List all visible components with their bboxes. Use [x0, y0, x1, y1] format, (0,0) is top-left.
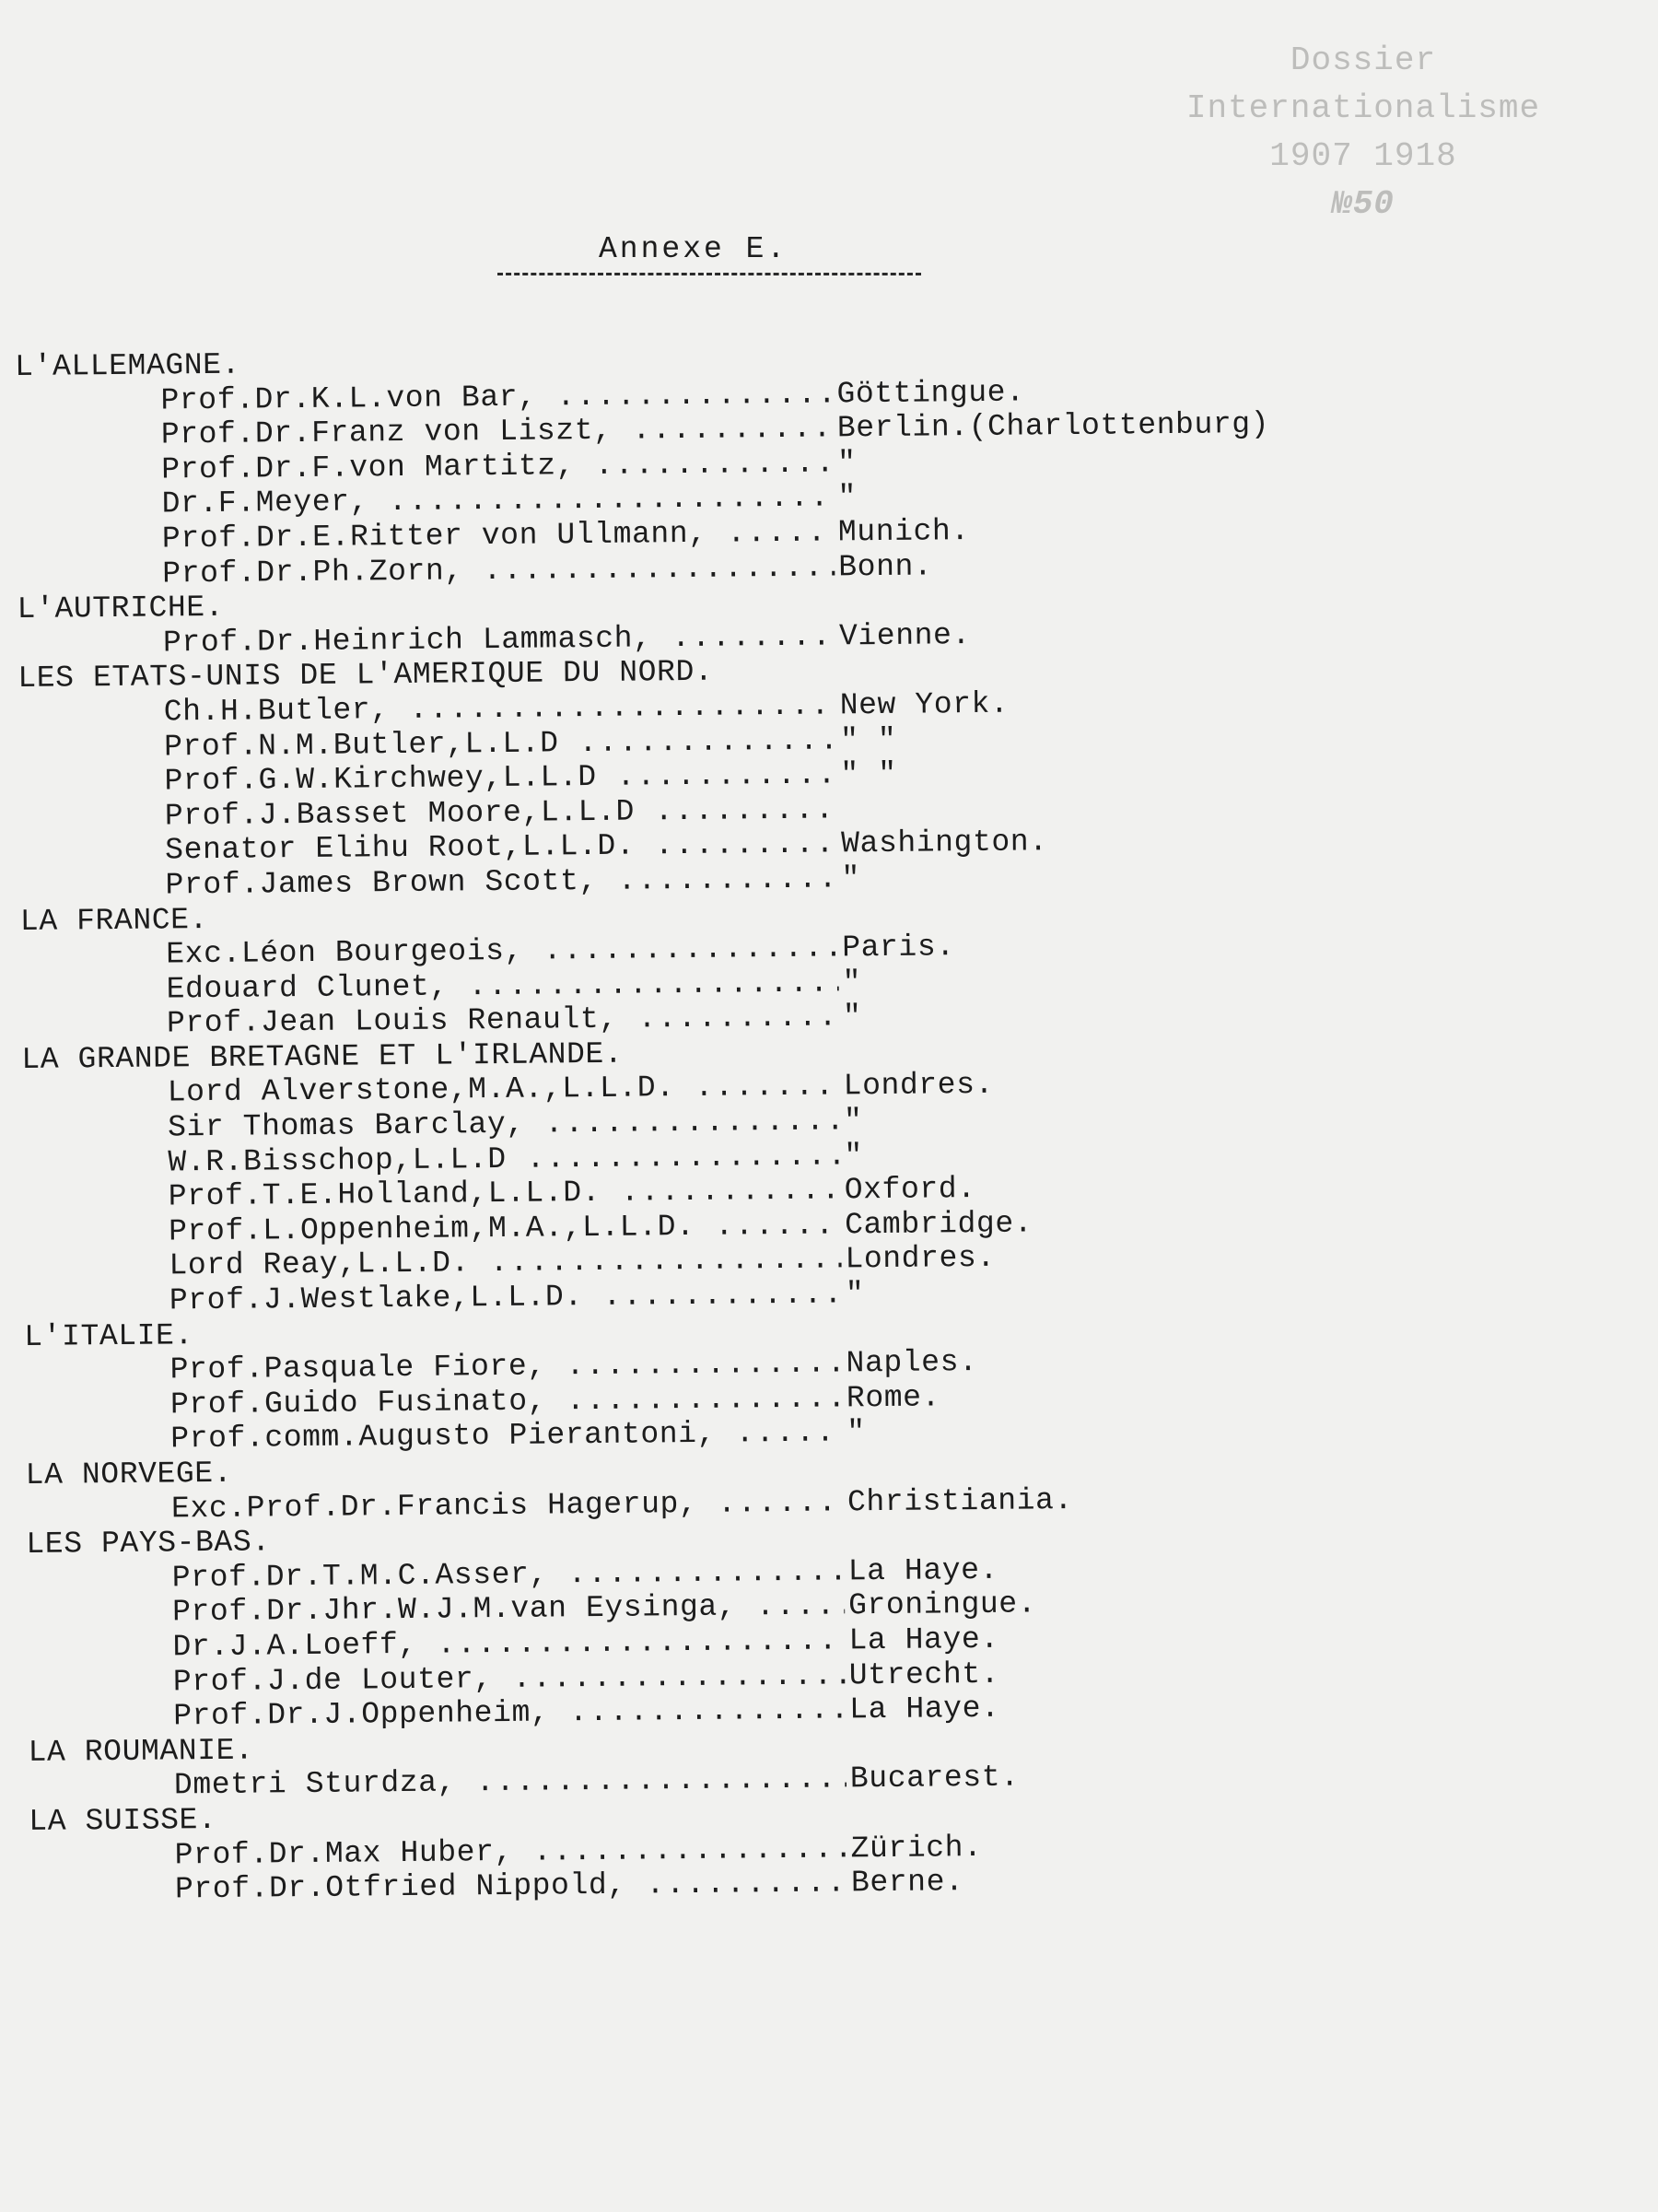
title-underline — [497, 273, 921, 275]
stamp-line: Dossier — [1290, 41, 1437, 79]
member-city: Munich. — [837, 514, 970, 550]
member-city: Bonn. — [838, 549, 933, 584]
member-city: " — [841, 861, 861, 896]
stamp-number: №50 — [1332, 185, 1395, 223]
member-city: Paris. — [842, 930, 955, 966]
member-name: Prof.T.E.Holland,L.L.D. ..... — [23, 1174, 841, 1216]
member-name: Prof.J.Basset Moore,L.L.D ..... — [19, 792, 837, 835]
member-name: Ch.H.Butler, ..... — [18, 688, 836, 731]
member-city: " — [842, 965, 862, 1001]
member-name: Prof.James Brown Scott, ..... — [19, 861, 837, 904]
member-name: Prof.Dr.F.von Martitz, ..... — [16, 446, 834, 488]
country-heading: LA NORVEGE. — [25, 1456, 233, 1492]
member-name: Prof.Dr.Heinrich Lammasch, ..... — [18, 619, 835, 661]
member-name: Prof.L.Oppenheim,M.A.,L.L.D. ..... — [23, 1208, 841, 1250]
member-name: Prof.Jean Louis Renault, ..... — [21, 1001, 839, 1043]
member-name: Sir Thomas Barclay, ..... — [22, 1105, 840, 1147]
member-city — [837, 792, 841, 827]
member-city: Bucarest. — [849, 1760, 1020, 1797]
member-city: Berne. — [850, 1865, 964, 1901]
member-city: New York. — [839, 686, 1010, 723]
member-city: " " — [840, 756, 897, 792]
member-name: Dr.J.A.Loeff, ..... — [27, 1623, 845, 1666]
country-heading: LA GRANDE BRETAGNE ET L'IRLANDE. — [21, 1036, 624, 1077]
member-city: La Haye. — [849, 1691, 1000, 1727]
member-city: " — [843, 1104, 863, 1139]
member-city: Christiania. — [847, 1482, 1074, 1519]
member-name: Prof.Pasquale Fiore, ..... — [24, 1347, 842, 1389]
member-city: Berlin.(Charlottenburg) — [836, 407, 1270, 446]
member-name: Prof.Dr.T.M.C.Asser, ..... — [27, 1554, 845, 1597]
stamp-line: 1907 1918 — [1269, 137, 1457, 175]
member-name: Prof.Guido Fusinato, ..... — [25, 1381, 843, 1423]
member-name: Edouard Clunet, ..... — [20, 966, 838, 1008]
member-name: Prof.Dr.J.Oppenheim, ..... — [28, 1693, 846, 1736]
member-city: " — [845, 1277, 865, 1312]
page-title: Annexe E. — [599, 232, 788, 266]
archive-stamp — [1170, 37, 1557, 228]
member-city: " — [837, 480, 858, 515]
member-city: Zürich. — [850, 1830, 983, 1866]
member-name: Prof.Dr.Jhr.W.J.M.van Eysinga, ..... — [27, 1589, 845, 1632]
member-name: Senator Elihu Root,L.L.D. ..... — [19, 827, 837, 870]
country-heading: L'ALLEMAGNE. — [15, 347, 241, 384]
member-city: Oxford. — [844, 1172, 976, 1208]
country-heading: LES ETATS-UNIS DE L'AMERIQUE DU NORD. — [18, 655, 714, 696]
member-name: Prof.J.de Louter, ..... — [28, 1658, 846, 1701]
member-name: Prof.Dr.Franz von Liszt, ..... — [16, 412, 834, 454]
member-city: Göttingue. — [836, 375, 1025, 412]
member-city: Vienne. — [838, 617, 972, 654]
member-name: Prof.Dr.Otfried Nippold, ..... — [29, 1867, 847, 1909]
stamp-line: Internationalisme — [1185, 89, 1541, 127]
member-name: Lord Alverstone,M.A.,L.L.D. ..... — [22, 1070, 840, 1112]
member-name: Prof.N.M.Butler,L.L.D ..... — [18, 723, 836, 766]
member-city: " — [837, 446, 857, 481]
member-city: Groningue. — [847, 1586, 1037, 1623]
member-city: Cambridge. — [844, 1206, 1033, 1243]
member-city: Naples. — [846, 1345, 978, 1381]
member-name: Prof.Dr.K.L.von Bar, ..... — [15, 377, 833, 419]
member-city: " — [847, 1415, 866, 1450]
member-city: Washington. — [841, 825, 1048, 861]
member-name: Prof.G.W.Kirchwey,L.L.D ..... — [18, 758, 836, 801]
member-city: Londres. — [845, 1241, 996, 1277]
member-list — [15, 335, 1522, 1908]
member-name: Dr.F.Meyer, ..... — [16, 481, 834, 523]
member-city: Rome. — [846, 1380, 941, 1416]
country-heading: LA FRANCE. — [19, 902, 209, 939]
country-heading: L'ITALIE. — [24, 1317, 194, 1354]
member-city: " " — [839, 722, 897, 757]
member-name: Prof.J.Westlake,L.L.D. ..... — [24, 1277, 842, 1319]
country-heading: LA SUISSE. — [29, 1802, 217, 1839]
member-name: Prof.Dr.E.Ritter von Ullmann, ..... — [17, 515, 835, 557]
country-heading: L'AUTRICHE. — [17, 590, 225, 627]
member-name: Exc.Léon Bourgeois, ..... — [20, 931, 838, 974]
member-name: W.R.Bisschop,L.L.D ..... — [22, 1139, 840, 1181]
member-city: Londres. — [843, 1068, 995, 1104]
member-city: " — [842, 1000, 862, 1035]
member-name: Prof.Dr.Max Huber, ..... — [29, 1832, 847, 1874]
member-city: Utrecht. — [848, 1656, 1000, 1692]
member-name: Dmetri Sturdza, ..... — [29, 1762, 847, 1805]
member-city: La Haye. — [848, 1621, 999, 1658]
member-name: Exc.Prof.Dr.Francis Hagerup, ..... — [26, 1485, 844, 1527]
country-heading: LA ROUMANIE. — [28, 1733, 254, 1770]
member-name: Lord Reay,L.L.D. ..... — [23, 1243, 841, 1285]
member-city: " — [844, 1138, 864, 1174]
country-heading: LES PAYS-BAS. — [26, 1525, 271, 1562]
member-name: Prof.Dr.Ph.Zorn, ..... — [17, 550, 835, 592]
member-city: La Haye. — [847, 1552, 999, 1589]
member-name: Prof.comm.Augusto Pierantoni, ..... — [25, 1416, 843, 1458]
